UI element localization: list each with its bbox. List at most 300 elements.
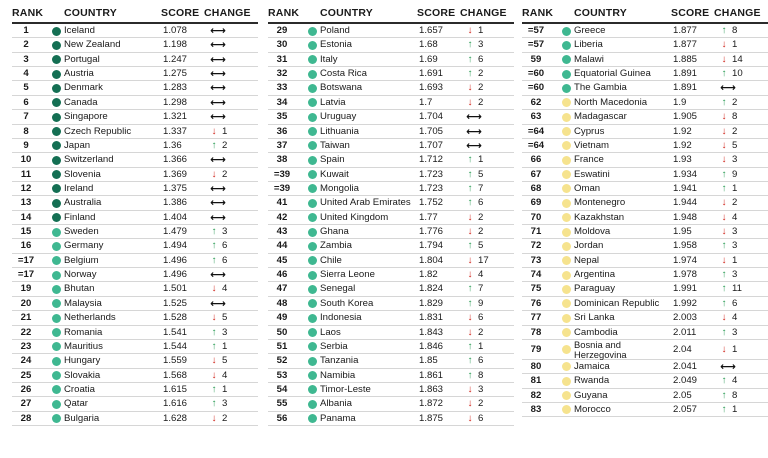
rank-value: =17	[17, 269, 35, 281]
arrow-up-icon: ↑	[721, 240, 727, 252]
peace-level-dot-icon	[308, 299, 317, 308]
peace-level-dot-icon	[562, 328, 571, 337]
change-cell	[718, 340, 758, 360]
rank-value: 15	[20, 226, 32, 238]
rank-value: 1	[23, 25, 29, 36]
rank-value: 71	[530, 226, 542, 238]
change-cell	[464, 168, 504, 182]
score-value: 1.863	[419, 383, 444, 395]
header-score: SCORE	[671, 7, 710, 19]
table-row	[522, 268, 768, 282]
header-score: SCORE	[161, 7, 200, 19]
country-name: Estonia	[320, 39, 352, 51]
peace-level-dot-icon	[52, 385, 61, 394]
rank-value: 8	[23, 125, 29, 137]
score-value: 1.69	[419, 53, 438, 65]
table-row	[522, 403, 768, 417]
arrow-down-icon: ↓	[467, 269, 473, 281]
change-cell	[208, 340, 248, 354]
rank-value: 77	[530, 312, 542, 324]
rank-value: 47	[276, 283, 288, 295]
table-row	[268, 139, 514, 153]
change-cell	[718, 153, 758, 167]
rank-value: 75	[530, 283, 542, 295]
change-value: 5	[222, 355, 228, 367]
score-value: 1.337	[163, 125, 188, 137]
change-value: 6	[478, 197, 484, 209]
change-value: 6	[222, 254, 228, 266]
arrow-up-icon: ↑	[721, 403, 727, 415]
arrow-up-icon: ↑	[211, 240, 217, 252]
peace-level-dot-icon	[562, 377, 571, 386]
header-rank: RANK	[522, 7, 554, 19]
change-value: 2	[222, 139, 228, 151]
arrow-down-icon: ↓	[467, 254, 473, 266]
peace-level-dot-icon	[562, 141, 571, 150]
no-change-arrow-icon: ⟷	[210, 211, 226, 224]
rank-value: 32	[276, 68, 288, 80]
table-row	[12, 211, 258, 225]
table-row	[522, 374, 768, 388]
table-row	[268, 168, 514, 182]
country-name: Chile	[320, 254, 342, 266]
arrow-down-icon: ↓	[211, 369, 217, 381]
score-value: 1.723	[419, 182, 444, 194]
peace-level-dot-icon	[308, 170, 317, 179]
country-name: Sweden	[64, 226, 99, 238]
peace-level-dot-icon	[308, 156, 317, 165]
country-name: Cambodia	[574, 326, 618, 338]
rank-value: 62	[530, 96, 542, 108]
country-name: Malawi	[574, 53, 604, 65]
change-value: 3	[732, 154, 738, 166]
table-row	[12, 196, 258, 210]
arrow-up-icon: ↑	[721, 389, 727, 401]
score-value: 2.057	[673, 403, 698, 415]
change-cell	[718, 403, 758, 417]
change-cell	[208, 125, 248, 139]
country-name: Romania	[64, 326, 103, 338]
country-name: Nepal	[574, 254, 600, 266]
change-cell	[208, 38, 248, 53]
score-value: 2.049	[673, 375, 698, 387]
peace-level-dot-icon	[308, 271, 317, 280]
table-row	[522, 24, 768, 38]
change-cell	[464, 96, 504, 110]
change-value: 9	[478, 297, 484, 309]
country-name: Panama	[320, 412, 356, 424]
change-cell	[464, 340, 504, 354]
change-cell	[464, 81, 504, 95]
peace-level-dot-icon	[52, 170, 61, 179]
change-value: 3	[732, 226, 738, 238]
score-value: 1.494	[163, 240, 188, 252]
change-value: 3	[732, 269, 738, 281]
peace-level-dot-icon	[562, 27, 571, 36]
change-cell	[208, 53, 248, 68]
country-name: Albania	[320, 398, 353, 410]
change-cell	[208, 211, 248, 226]
country-name: Mauritius	[64, 340, 103, 352]
table-row	[268, 254, 514, 268]
score-value: 1.283	[163, 82, 188, 94]
rank-value: 14	[20, 211, 32, 223]
peace-level-dot-icon	[562, 84, 571, 93]
score-value: 1.247	[163, 53, 188, 65]
country-name: Germany	[64, 240, 104, 252]
country-name: Equatorial Guinea	[574, 68, 651, 80]
header-score: SCORE	[417, 7, 456, 19]
change-value: 2	[732, 197, 738, 209]
score-value: 1.991	[673, 283, 698, 295]
change-value: 2	[478, 211, 484, 223]
country-name: Norway	[64, 269, 97, 281]
score-value: 1.544	[163, 340, 188, 352]
arrow-down-icon: ↓	[211, 168, 217, 180]
score-value: 2.011	[673, 326, 697, 338]
table-row	[268, 282, 514, 296]
arrow-down-icon: ↓	[721, 111, 727, 123]
rank-value: 26	[20, 383, 32, 395]
change-value: 5	[732, 139, 738, 151]
rank-value: 6	[23, 96, 29, 108]
change-cell	[464, 182, 504, 196]
country-name: Taiwan	[320, 139, 350, 151]
country-name: Liberia	[574, 39, 603, 51]
change-value: 9	[732, 168, 738, 180]
peace-level-dot-icon	[52, 199, 61, 208]
rank-value: 63	[530, 111, 542, 123]
peace-level-dot-icon	[52, 400, 61, 409]
country-name: New Zealand	[64, 39, 121, 51]
rank-value: =39	[273, 182, 291, 194]
table-row	[522, 96, 768, 110]
table-row	[522, 196, 768, 210]
table-row	[268, 38, 514, 52]
country-name: Qatar	[64, 398, 88, 410]
score-value: 1.861	[419, 369, 444, 381]
country-name: Ghana	[320, 226, 349, 238]
peace-level-dot-icon	[562, 98, 571, 107]
country-name: Italy	[320, 53, 338, 65]
rank-value: 49	[276, 312, 288, 324]
table-row	[522, 67, 768, 81]
arrow-up-icon: ↑	[721, 326, 727, 338]
country-name: Greece	[574, 25, 606, 36]
peace-level-dot-icon	[52, 242, 61, 251]
country-name: Indonesia	[320, 312, 362, 324]
change-cell	[208, 168, 248, 182]
change-cell	[718, 374, 758, 388]
peace-level-dot-icon	[562, 127, 571, 136]
rank-value: 74	[530, 269, 542, 281]
score-value: 1.875	[419, 412, 444, 424]
peace-level-dot-icon	[308, 314, 317, 323]
peace-level-dot-icon	[562, 314, 571, 323]
table-row	[12, 311, 258, 325]
change-cell	[464, 326, 504, 340]
peace-level-dot-icon	[308, 357, 317, 366]
peace-level-dot-icon	[52, 213, 61, 222]
rank-value: 67	[530, 168, 542, 180]
change-value: 8	[732, 111, 738, 123]
country-name: Mongolia	[320, 182, 359, 194]
peace-level-dot-icon	[52, 113, 61, 122]
score-value: 2.003	[673, 312, 698, 324]
table-row	[268, 225, 514, 239]
arrow-down-icon: ↓	[721, 226, 727, 238]
change-value: 2	[478, 96, 484, 108]
change-cell	[208, 24, 248, 39]
arrow-down-icon: ↓	[721, 53, 727, 65]
country-name: Switzerland	[64, 154, 114, 166]
change-value: 17	[478, 254, 489, 266]
arrow-down-icon: ↓	[721, 312, 727, 324]
peace-level-dot-icon	[562, 345, 571, 354]
table-row	[522, 110, 768, 124]
table-row	[522, 211, 768, 225]
country-name: Paraguay	[574, 283, 616, 295]
change-cell	[464, 211, 504, 225]
country-name: Japan	[64, 139, 91, 151]
score-value: 1.752	[419, 197, 444, 209]
peace-level-dot-icon	[52, 98, 61, 107]
peace-level-dot-icon	[52, 371, 61, 380]
table-row	[522, 53, 768, 67]
peace-level-dot-icon	[52, 414, 61, 423]
arrow-up-icon: ↑	[467, 355, 473, 367]
table-row	[522, 38, 768, 52]
change-value: 3	[732, 240, 738, 252]
country-name: Czech Republic	[64, 125, 132, 137]
header-rank: RANK	[12, 7, 44, 19]
score-value: 1.891	[673, 68, 698, 80]
score-value: 1.843	[419, 326, 444, 338]
score-value: 1.078	[163, 25, 188, 36]
peace-level-dot-icon	[562, 55, 571, 64]
country-name: Cyprus	[574, 125, 605, 137]
change-value: 6	[222, 240, 228, 252]
table-header	[268, 0, 514, 24]
change-value: 4	[732, 312, 738, 324]
no-change-arrow-icon: ⟷	[210, 53, 226, 66]
score-value: 1.693	[419, 82, 444, 94]
country-name: Guyana	[574, 389, 608, 401]
no-change-arrow-icon: ⟷	[210, 182, 226, 195]
country-name: Serbia	[320, 340, 348, 352]
rank-value: 56	[276, 412, 288, 424]
rank-value: 53	[276, 369, 288, 381]
table-row	[268, 182, 514, 196]
peace-level-dot-icon	[562, 405, 571, 414]
rank-value: 34	[276, 96, 288, 108]
change-cell	[464, 254, 504, 268]
table-row	[268, 268, 514, 282]
rank-value: 50	[276, 326, 288, 338]
score-value: 1.905	[673, 111, 698, 123]
arrow-up-icon: ↑	[721, 182, 727, 194]
change-cell	[208, 225, 248, 239]
arrow-up-icon: ↑	[721, 269, 727, 281]
rank-value: 72	[530, 240, 542, 252]
no-change-arrow-icon: ⟷	[466, 111, 482, 124]
country-name: Jordan	[574, 240, 604, 252]
score-value: 1.877	[673, 25, 698, 36]
rank-value: 69	[530, 197, 542, 209]
peace-level-dot-icon	[52, 285, 61, 294]
change-cell	[208, 297, 248, 312]
score-value: 1.691	[419, 68, 444, 80]
score-value: 1.872	[419, 398, 444, 410]
arrow-down-icon: ↓	[721, 125, 727, 137]
rank-value: 42	[276, 211, 288, 223]
table-row	[12, 268, 258, 282]
rank-value: 81	[530, 375, 542, 387]
score-value: 1.891	[673, 82, 698, 94]
score-value: 1.92	[673, 139, 692, 151]
arrow-up-icon: ↑	[211, 139, 217, 151]
rank-value: 38	[276, 154, 288, 166]
table-row	[268, 81, 514, 95]
rank-value: 82	[530, 389, 542, 401]
score-value: 1.824	[419, 283, 444, 295]
arrow-down-icon: ↓	[211, 312, 217, 324]
table-row	[12, 24, 258, 38]
country-name: The Gambia	[574, 82, 627, 94]
rank-value: 59	[530, 53, 542, 65]
change-cell	[208, 196, 248, 211]
rank-value: 54	[276, 383, 288, 395]
arrow-up-icon: ↑	[467, 340, 473, 352]
rank-value: 13	[20, 197, 32, 209]
table-row	[522, 297, 768, 311]
table-row	[522, 282, 768, 296]
score-value: 1.794	[419, 240, 444, 252]
arrow-down-icon: ↓	[211, 125, 217, 137]
change-cell	[208, 239, 248, 253]
peace-level-dot-icon	[52, 228, 61, 237]
score-value: 1.948	[673, 211, 698, 223]
change-cell	[718, 53, 758, 67]
header-change: CHANGE	[204, 7, 251, 19]
no-change-arrow-icon: ⟷	[210, 68, 226, 81]
peace-level-dot-icon	[308, 213, 317, 222]
table-row	[522, 311, 768, 325]
peace-level-dot-icon	[52, 70, 61, 79]
change-value: 1	[222, 125, 228, 137]
rank-value: 35	[276, 111, 288, 123]
change-value: 2	[478, 326, 484, 338]
rank-value: 10	[20, 154, 32, 166]
rank-value: =64	[527, 125, 545, 137]
peace-level-dot-icon	[562, 228, 571, 237]
peace-level-dot-icon	[308, 285, 317, 294]
change-value: 14	[732, 53, 743, 65]
country-name: Kuwait	[320, 168, 349, 180]
arrow-down-icon: ↓	[721, 197, 727, 209]
rank-value: 83	[530, 403, 542, 415]
no-change-arrow-icon: ⟷	[210, 269, 226, 282]
score-value: 1.992	[673, 297, 698, 309]
change-cell	[208, 268, 248, 283]
country-name: Belgium	[64, 254, 99, 266]
score-value: 2.04	[673, 343, 692, 355]
country-name: Denmark	[64, 82, 103, 94]
arrow-up-icon: ↑	[211, 326, 217, 338]
header-country: COUNTRY	[574, 7, 627, 19]
arrow-down-icon: ↓	[721, 343, 727, 355]
peace-level-dot-icon	[52, 342, 61, 351]
no-change-arrow-icon: ⟷	[720, 360, 736, 373]
rank-value: 16	[20, 240, 32, 252]
score-value: 1.85	[419, 355, 438, 367]
rank-value: 70	[530, 211, 542, 223]
rank-value: =60	[527, 68, 545, 80]
table-row	[522, 168, 768, 182]
peace-level-dot-icon	[52, 41, 61, 50]
country-name: Tanzania	[320, 355, 359, 367]
country-name: Laos	[320, 326, 341, 338]
arrow-down-icon: ↓	[211, 355, 217, 367]
country-name: Netherlands	[64, 312, 116, 324]
change-cell	[464, 369, 504, 383]
change-value: 2	[478, 68, 484, 80]
change-cell	[718, 168, 758, 182]
table-rows	[522, 24, 768, 417]
score-value: 1.944	[673, 197, 698, 209]
score-value: 1.974	[673, 254, 698, 266]
rank-value: 37	[276, 139, 288, 151]
country-name: Slovenia	[64, 168, 101, 180]
country-name: North Macedonia	[574, 96, 648, 108]
table-row	[268, 369, 514, 383]
country-name: Eswatini	[574, 168, 610, 180]
peace-level-dot-icon	[52, 357, 61, 366]
country-name: Malaysia	[64, 297, 102, 309]
change-cell	[464, 153, 504, 167]
arrow-down-icon: ↓	[467, 211, 473, 223]
country-name: Montenegro	[574, 197, 626, 209]
arrow-up-icon: ↑	[467, 53, 473, 65]
rank-value: 51	[276, 340, 288, 352]
table-row	[522, 81, 768, 95]
change-value: 1	[222, 340, 228, 352]
country-name: Argentina	[574, 269, 616, 281]
change-cell	[208, 311, 248, 325]
change-value: 3	[222, 398, 228, 410]
country-name: Kazakhstan	[574, 211, 625, 223]
change-cell	[718, 38, 758, 52]
table-row	[268, 340, 514, 354]
no-change-arrow-icon: ⟷	[210, 96, 226, 109]
table-row	[268, 383, 514, 397]
country-name: Jamaica	[574, 360, 610, 372]
peace-level-dot-icon	[562, 113, 571, 122]
change-value: 1	[222, 383, 228, 395]
header-country: COUNTRY	[64, 7, 117, 19]
peace-level-dot-icon	[52, 141, 61, 150]
score-value: 1.776	[419, 226, 444, 238]
table-row	[522, 125, 768, 139]
peace-level-dot-icon	[562, 156, 571, 165]
country-name: Portugal	[64, 53, 100, 65]
arrow-up-icon: ↑	[211, 254, 217, 266]
table-row	[12, 326, 258, 340]
table-row	[12, 282, 258, 296]
score-value: 1.541	[163, 326, 188, 338]
table-header	[12, 0, 258, 24]
change-value: 4	[732, 211, 738, 223]
